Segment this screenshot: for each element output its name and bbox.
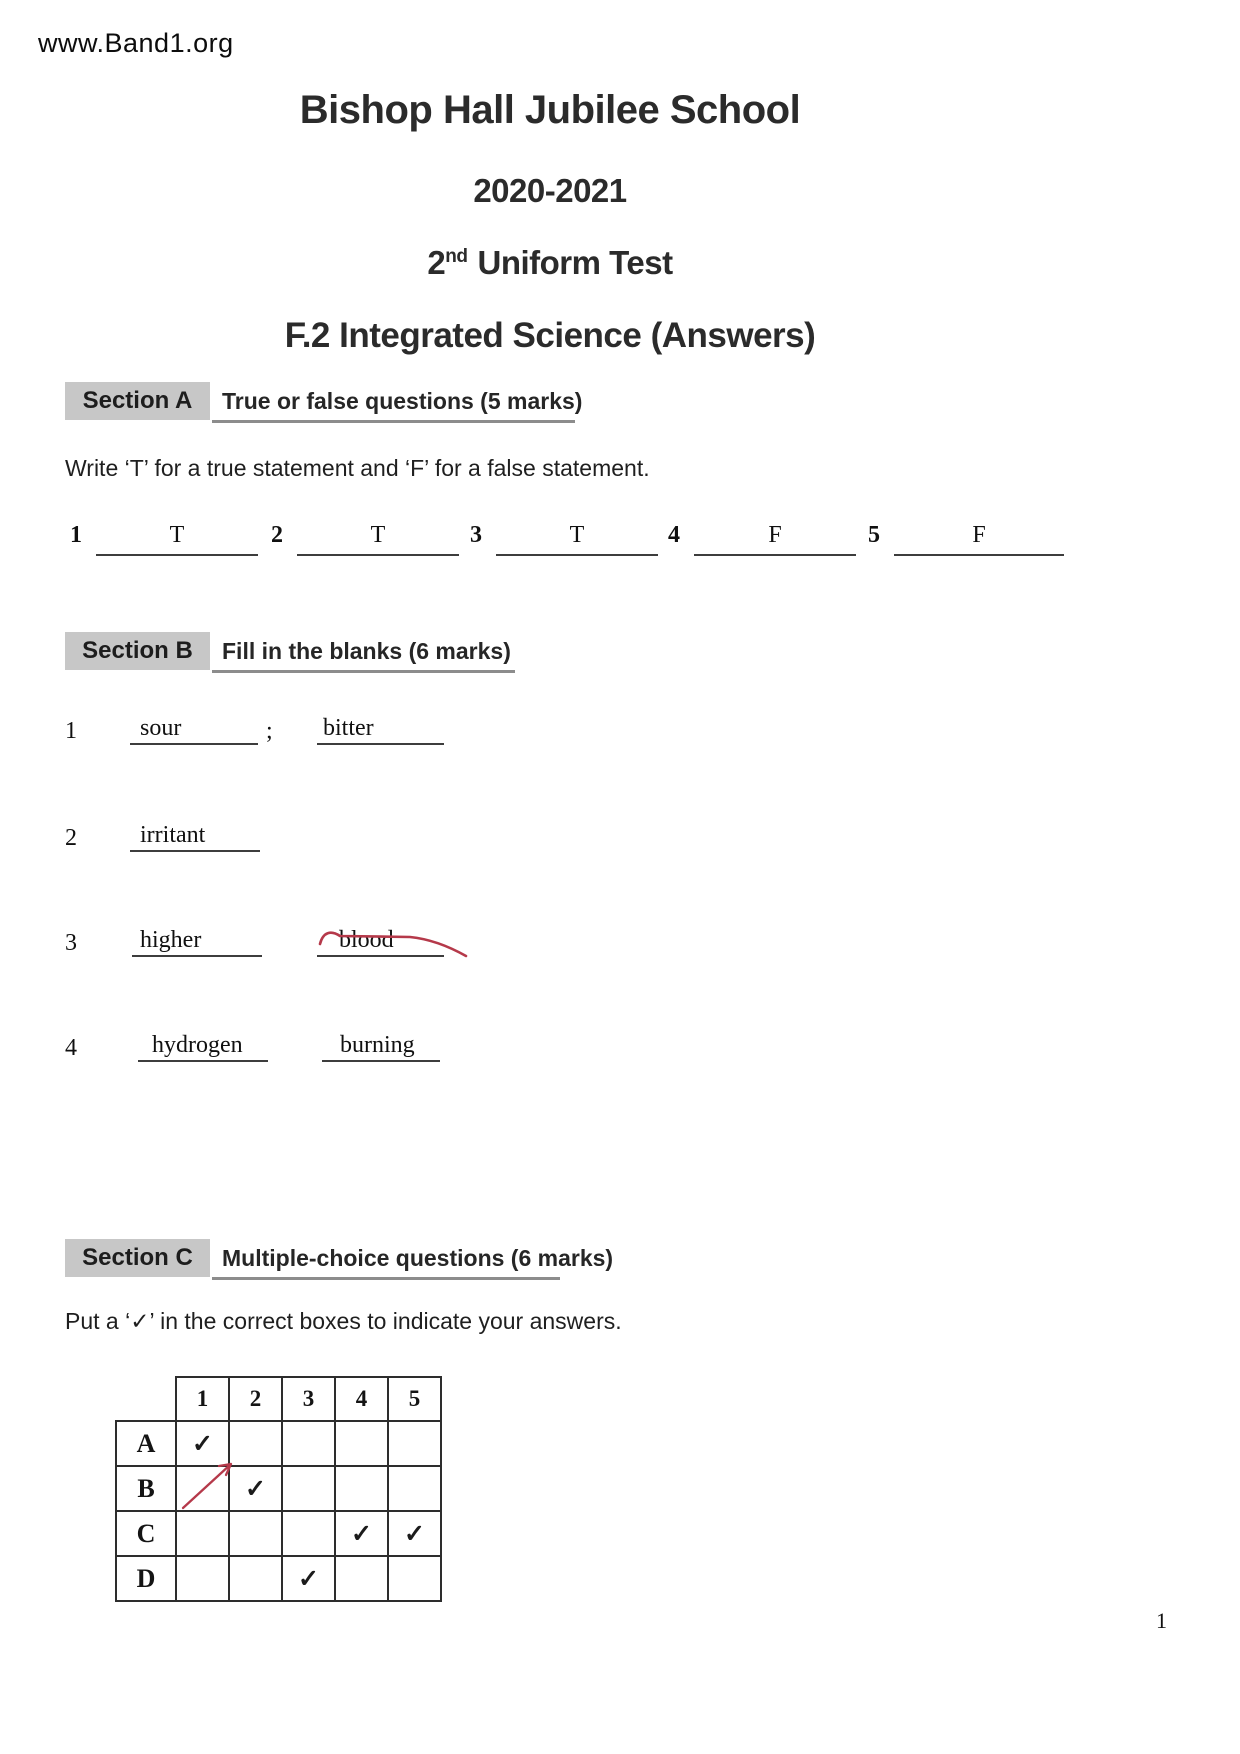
true-false-answer-2 [271,522,471,558]
test-number: 2 [427,244,446,281]
section-a-title: True or false questions (5 marks) [222,388,583,414]
question-number: 4 [668,522,680,548]
checkmark: ✓ [192,1430,213,1458]
section-a-rule [212,420,575,423]
question-number: 5 [868,522,880,548]
mc-cell-A2 [229,1421,282,1466]
mc-header-row [116,1377,441,1421]
section-c-instruction: Put a ‘✓’ in the correct boxes to indicate your answers. [65,1308,622,1334]
section-c-label: Section C [65,1239,210,1277]
test-name: Uniform Test [477,244,673,281]
answer-blank: sour [130,715,258,745]
watermark: www.Band1.org [38,28,234,58]
separator: ; [266,718,273,744]
mc-cell-C5 [388,1511,441,1556]
fill-blank-item-1 [0,715,1240,754]
section-c-rule [212,1277,560,1280]
mc-col-header: 2 [229,1377,282,1421]
section-c-title: Multiple-choice questions (6 marks) [222,1245,614,1271]
mc-cell-B4 [335,1466,388,1511]
answer-blank: hydrogen [138,1032,268,1062]
true-false-answer-1 [70,522,270,558]
test-title [0,244,1100,282]
question-number: 1 [70,522,82,548]
mc-row-header: B [116,1466,176,1511]
mc-cell-C4 [335,1511,388,1556]
mc-cell-C2 [229,1511,282,1556]
mc-row-B [116,1466,441,1511]
answer-blank: burning [322,1032,440,1062]
true-false-answer-5 [868,522,1068,558]
mc-cell-A1 [176,1421,229,1466]
mc-answer-table [115,1376,442,1602]
checkmark: ✓ [351,1520,372,1548]
mc-cell-B2 [229,1466,282,1511]
question-number: 2 [65,825,77,851]
mc-cell-A4 [335,1421,388,1466]
answer-blank: bitter [317,715,444,745]
question-number: 4 [65,1035,77,1061]
checkmark: ✓ [404,1520,425,1548]
mc-cell-D5 [388,1556,441,1601]
mc-cell-B1 [176,1466,229,1511]
answer-blank: T [96,522,258,556]
test-ordinal: nd [445,246,468,267]
paper-title: F.2 Integrated Science (Answers) [284,316,816,355]
answer-blank: T [297,522,459,556]
section-b-rule [212,670,515,673]
mc-row-A [116,1421,441,1466]
fill-blank-item-4 [0,1032,1240,1071]
mc-cell-D4 [335,1556,388,1601]
mc-corner-cell [116,1377,176,1421]
answer-blank: F [694,522,856,556]
answer-blank-crossed-out: blood [317,927,444,957]
question-number: 1 [65,718,77,744]
question-number: 3 [470,522,482,548]
mc-cell-A3 [282,1421,335,1466]
mc-cell-B5 [388,1466,441,1511]
true-false-answer-3 [470,522,670,558]
answer-blank: higher [132,927,262,957]
mc-cell-D1 [176,1556,229,1601]
section-a-label: Section A [65,382,210,420]
section-a-instruction: Write ‘T’ for a true statement and ‘F’ for a false statement. [65,455,650,481]
school-name: Bishop Hall Jubilee School [299,88,801,132]
mc-cell-D2 [229,1556,282,1601]
mc-cell-C1 [176,1511,229,1556]
answer-blank: T [496,522,658,556]
fill-blank-item-3 [0,927,1240,966]
checkmark: ✓ [245,1475,266,1503]
answer-blank: irritant [130,822,260,852]
mc-col-header: 4 [335,1377,388,1421]
mc-cell-B3 [282,1466,335,1511]
mc-row-C [116,1511,441,1556]
mc-col-header: 3 [282,1377,335,1421]
mc-row-header: D [116,1556,176,1601]
answer-blank: F [894,522,1064,556]
mc-row-D [116,1556,441,1601]
true-false-answer-4 [668,522,868,558]
mc-cell-C3 [282,1511,335,1556]
section-b-label: Section B [65,632,210,670]
fill-blank-item-2 [0,822,1240,861]
mc-row-header: C [116,1511,176,1556]
section-b-title: Fill in the blanks (6 marks) [222,638,511,664]
mc-col-header: 1 [176,1377,229,1421]
school-year: 2020-2021 [473,172,627,209]
mc-col-header: 5 [388,1377,441,1421]
mc-cell-D3 [282,1556,335,1601]
page-number: 1 [1156,1608,1167,1633]
mc-row-header: A [116,1421,176,1466]
question-number: 3 [65,930,77,956]
checkmark: ✓ [298,1565,319,1593]
mc-cell-A5 [388,1421,441,1466]
question-number: 2 [271,522,283,548]
